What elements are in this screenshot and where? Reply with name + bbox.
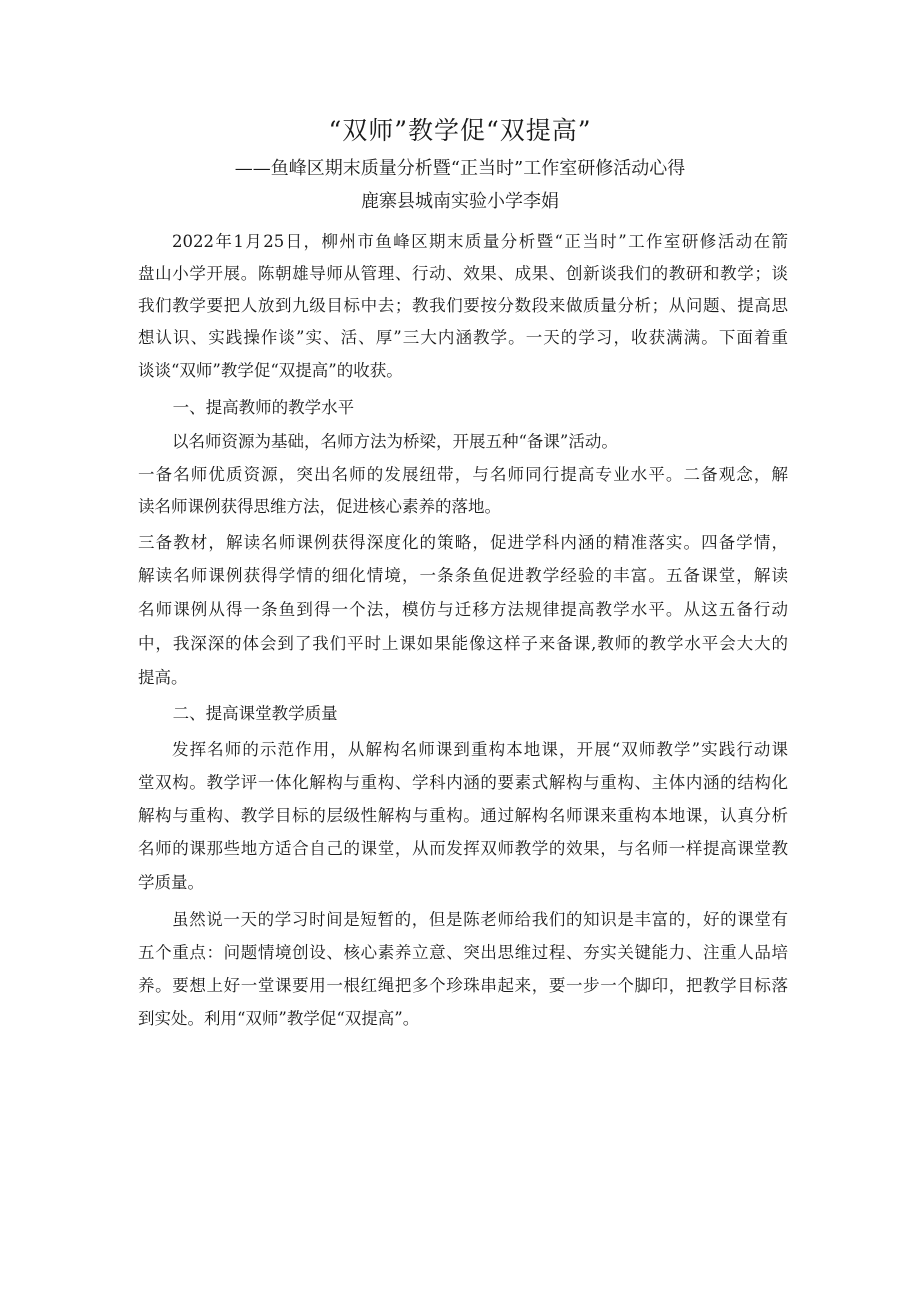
section2-line: 学质量。: [138, 873, 204, 892]
section2-heading: 二、提高课堂教学质量: [172, 704, 338, 723]
section1-line: 提高。: [138, 668, 188, 687]
intro-line: 谈谈“双师”教学促“双提高”的收获。: [138, 361, 403, 380]
document-title: “双师”教学促“双提高”: [328, 116, 592, 145]
closing-line: 虽然说一天的学习时间是短暂的，但是陈老师给我们的知识是丰富的，好的课堂有: [172, 910, 788, 929]
section1-line: 解读名师课例获得学情的细化情境，一条条鱼促进教学经验的丰富。五备课堂，解读: [138, 566, 788, 585]
intro-line: 盘山小学开展。陈朝雄导师从管理、行动、效果、成果、创新谈我们的教研和教学；谈: [138, 264, 788, 283]
section1-line: 名师课例从得一条鱼到得一个法，模仿与迁移方法规律提高教学水平。从这五备行动: [138, 600, 788, 619]
intro-line: 想认识、实践操作谈”实、活、厚”三大内涵教学。一天的学习，收获满满。下面着重: [138, 328, 788, 347]
section1-line: 一备名师优质资源，突出名师的发展纽带，与名师同行提高专业水平。二备观念，解: [138, 465, 788, 484]
intro-line: 我们教学要把人放到九级目标中去；教我们要按分数段来做质量分析；从问题、提高思: [138, 296, 788, 315]
section1-line: 三备教材，解读名师课例获得深度化的策略，促进学科内涵的精准落实。四备学情，: [138, 533, 788, 552]
document-author: 鹿寨县城南实验小学李娟: [361, 191, 559, 212]
section2-line: 解构与重构、教学目标的层级性解构与重构。通过解构名师课来重构本地课，认真分析: [138, 806, 788, 825]
section2-line: 堂双构。教学评一体化解构与重构、学科内涵的要素式解构与重构、主体内涵的结构化: [138, 773, 788, 792]
section1-heading: 一、提高教师的教学水平: [172, 398, 355, 417]
closing-line: 养。要想上好一堂课要用一根红绳把多个珍珠串起来，要一步一个脚印，把教学目标落: [138, 976, 788, 995]
section1-line: 中，我深深的体会到了我们平时上课如果能像这样子来备课,教师的教学水平会大大的: [138, 634, 788, 653]
section1-lead: 以名师资源为基础，名师方法为桥梁，开展五种“备课”活动。: [172, 432, 618, 451]
closing-line: 五个重点：问题情境创设、核心素养立意、突出思维过程、夯实关键能力、注重人品培: [138, 943, 788, 962]
section2-line: 发挥名师的示范作用，从解构名师课到重构本地课，开展“双师教学”实践行动课: [172, 740, 788, 759]
closing-line: 到实处。利用“双师”教学促“双提高”。: [138, 1009, 420, 1028]
intro-line: 2022年1月25日，柳州市鱼峰区期末质量分析暨“正当时”工作室研修活动在箭: [172, 232, 788, 251]
section2-line: 名师的课那些地方适合自己的课堂，从而发挥双师教学的效果，与名师一样提高课堂教: [138, 839, 788, 858]
section1-line: 读名师课例获得思维方法，促进核心素养的落地。: [138, 497, 501, 516]
document-subtitle: ——鱼峰区期末质量分析暨“正当时”工作室研修活动心得: [234, 158, 686, 179]
